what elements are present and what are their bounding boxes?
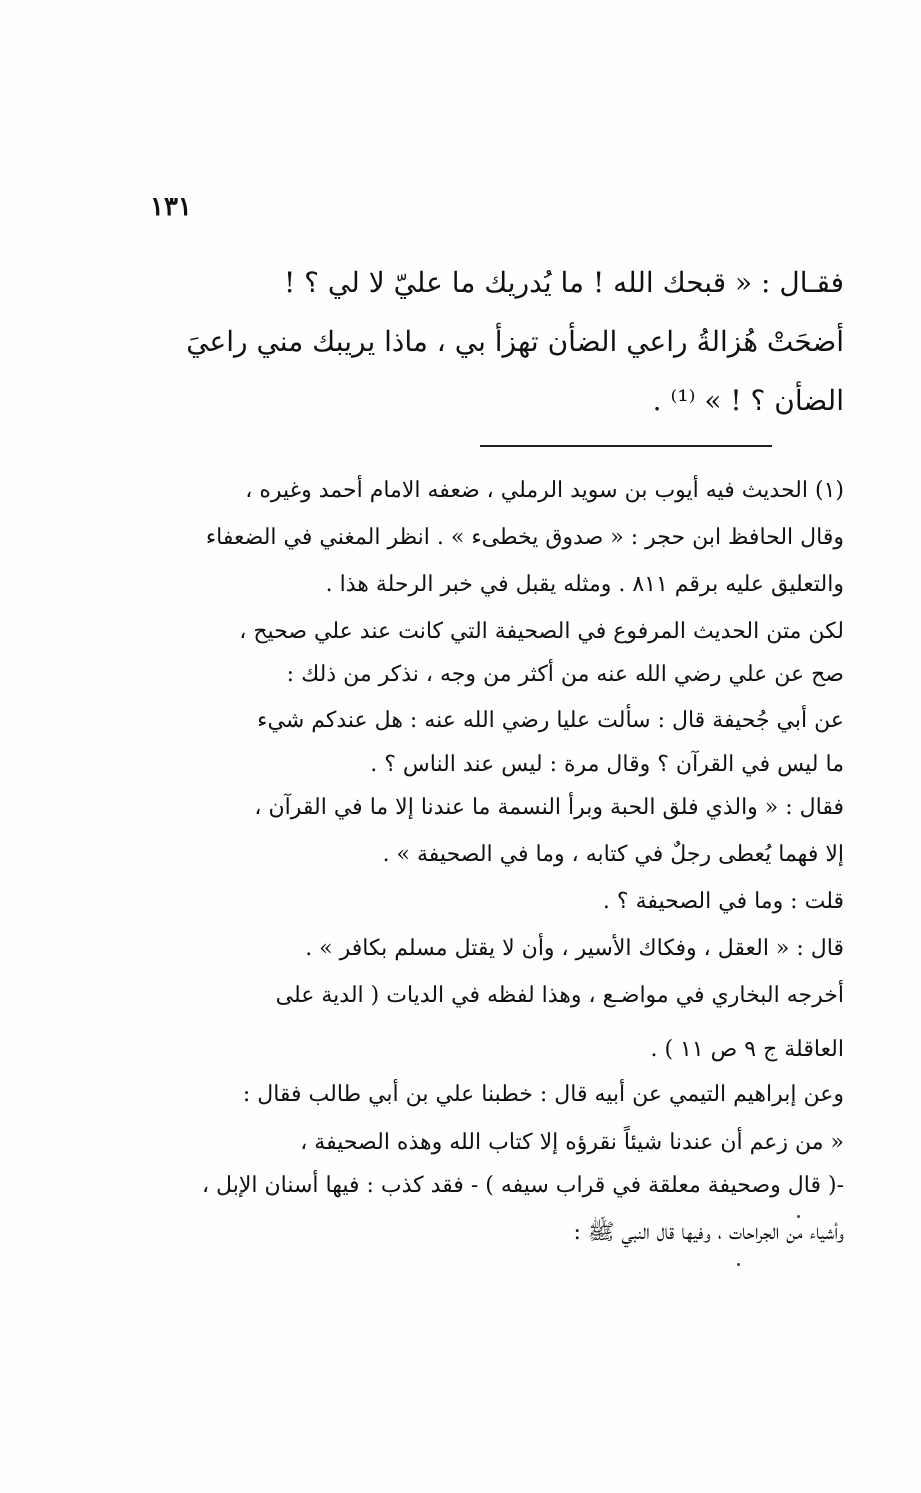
main-text-line-1: فقـال : « قبحك الله ! ما يُدريك ما عليّ لا لي ؟ ! (284, 266, 844, 299)
main-text-line-2: أضحَتْ هُزالةُ راعي الضأن تهزأ بي ، ماذا يريبك مني راعيَ (186, 325, 844, 358)
main-text-line-3: الضأن ؟ ! » ⁽¹⁾ . (652, 384, 844, 417)
footnote-line-9: إلا فهما يُعطى رجلٌ في كتابه ، وما في الصحيفة » . (382, 842, 844, 867)
footnote-line-1: (١) الحديث فيه أيوب بن سويد الرملي ، ضعفه الامام أحمد وغيره ، (245, 478, 844, 503)
footnote-line-8: فقال : « والذي فلق الحبة وبرأ النسمة ما عندنا إلا ما في القرآن ، (254, 795, 844, 820)
footnote-line-11: قال : « العقل ، وفكاك الأسير ، وأن لا يقتل مسلم بكافر » . (305, 936, 844, 961)
footnote-line-4: لكن متن الحديث المرفوع في الصحيفة التي كانت عند علي صحيح ، (239, 619, 844, 644)
footnote-line-2: وقال الحافظ ابن حجر : « صدوق يخطىء » . انظر المغني في الضعفاء (205, 525, 844, 550)
footnote-line-12: أخرجه البخاري في مواضـع ، وهذا لفظه في الديات ( الدية على (275, 983, 844, 1008)
footnote-line-15: « من زعم أن عندنا شيئاً نقرؤه إلا كتاب الله وهذه الصحيفة ، (300, 1130, 844, 1155)
footnote-line-6: عن أبي جُحيفة قال : سألت عليا رضي الله عنه : هل عندكم شيء (257, 708, 844, 733)
footnote-line-10: قلت : وما في الصحيفة ؟ . (602, 889, 844, 914)
footnote-line-5: صح عن علي رضي الله عنه من أكثر من وجه ، نذكر من ذلك : (286, 662, 844, 687)
footnote-line-16: -( قال وصحيفة معلقة في قراب سيفه ) - فقد كذب : فيها أسنان الإبل ، (201, 1173, 844, 1198)
footnote-line-14: وعن إبراهيم التيمي عن أبيه قال : خطبنا علي بن أبي طالب فقال : (242, 1082, 844, 1107)
scan-speck (797, 1215, 800, 1218)
page-number: ١٣١ (150, 192, 192, 222)
footnote-line-7: ما ليس في القرآن ؟ وقال مرة : ليس عند الناس ؟ . (370, 752, 844, 777)
footnote-separator (480, 445, 772, 447)
footnote-line-3: والتعليق عليه برقم ٨١١ . ومثله يقبل في خبر الرحلة هذا . (325, 572, 844, 597)
footnote-line-17: وأشياء من الجراحات ، وفيها قال النبي ﷺ : (573, 1220, 844, 1245)
scan-speck (737, 1263, 740, 1266)
footnote-line-13: العاقلة ج ٩ ص ١١ ) . (650, 1037, 844, 1062)
